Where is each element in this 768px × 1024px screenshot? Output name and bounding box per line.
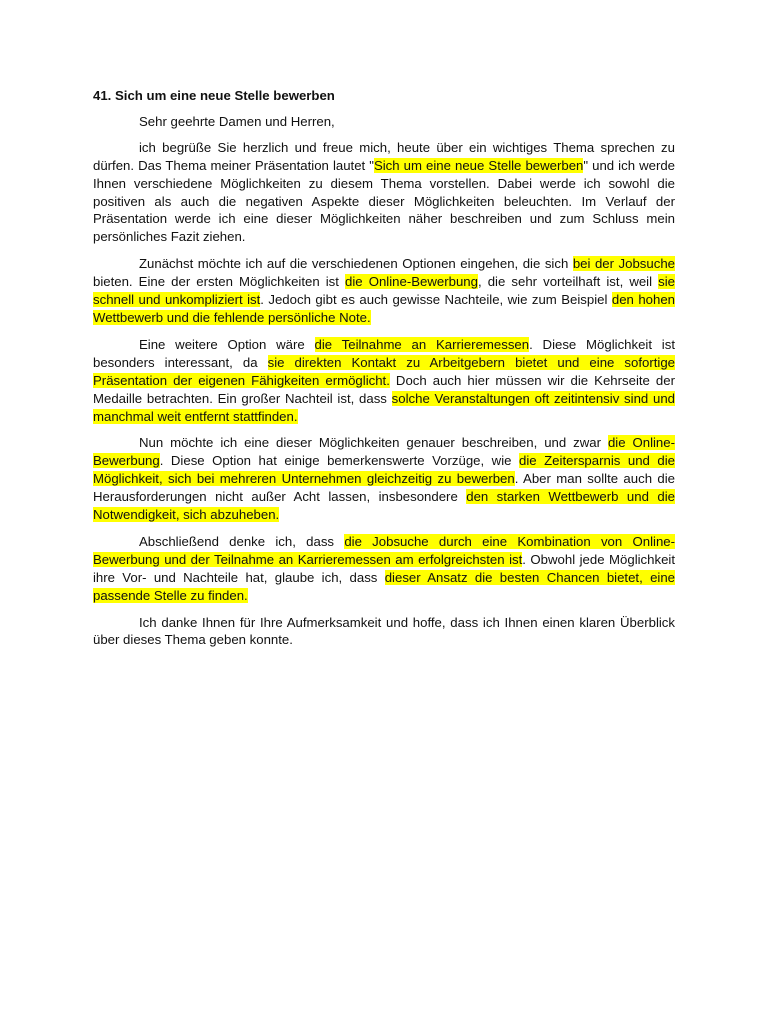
text-segment: bieten. Eine der ersten Möglichkeiten ist	[93, 274, 346, 290]
text-segment: , die sehr vorteilhaft ist, weil	[477, 274, 659, 290]
paragraph	[93, 336, 675, 426]
text-segment: " und ich werde Ihnen verschiedene Möglichkeiten zu diesem Thema vorstellen. Dabei werde ich sowohl die positiven als auch die negativen Aspekte dieser Möglichkeiten beleuchten. Im Verlauf der Präsentation werde ich eine dieser Möglichkeiten näher beschreiben und zum Schluss mein persönliches Fazit ziehen.	[93, 157, 675, 245]
paragraph	[93, 255, 675, 327]
text-segment: . Aber man sollte auch die Herausforderungen nicht außer Acht lassen, insbesondere	[93, 471, 675, 505]
document-title: 41. Sich um eine neue Stelle bewerben	[93, 88, 335, 103]
text-segment: . Diese Option hat einige bemerkenswerte Vorzüge, wie	[159, 453, 519, 469]
highlighted-text: die Zeitersparnis und die Möglichkeit, sich bei mehreren Unternehmen gleichzeitig zu bewerben	[93, 453, 675, 487]
text-segment: Nun möchte ich eine dieser Möglichkeiten genauer beschreiben, und zwar	[139, 435, 608, 451]
highlighted-text: den starken Wettbewerb und die Notwendigkeit, sich abzuheben.	[93, 489, 675, 523]
salutation: Sehr geehrte Damen und Herren,	[139, 113, 335, 129]
highlighted-text: die Teilnahme an Karrieremessen	[314, 336, 530, 352]
highlighted-text: die Online-Bewerbung	[345, 274, 478, 290]
highlighted-text: bei der Jobsuche	[572, 256, 675, 272]
highlighted-text: sie schnell und unkompliziert ist	[93, 274, 675, 308]
text-segment: Doch auch hier müssen wir die Kehrseite der Medaille betrachten. Ein großer Nachteil ist, dass	[93, 372, 675, 406]
paragraph	[93, 139, 675, 246]
paragraph-list	[93, 139, 675, 650]
highlighted-text: den hohen Wettbewerb und die fehlende persönliche Note.	[93, 292, 675, 325]
highlighted-text: Sich um eine neue Stelle bewerben	[373, 157, 584, 173]
text-segment: . Obwohl jede Möglichkeit ihre Vor- und Nachteile hat, glaube ich, dass	[93, 551, 676, 585]
highlighted-text: die Online-Bewerbung	[93, 435, 675, 469]
text-segment: ich begrüße Sie herzlich und freue mich, heute über ein wichtiges Thema sprechen zu dürfen. Das Thema meiner Präsentation lautet "	[93, 139, 675, 173]
text-segment: Ich danke Ihnen für Ihre Aufmerksamkeit und hoffe, dass ich Ihnen einen klaren Überblick über dieses Thema geben konnte.	[93, 614, 675, 648]
text-segment: Abschließend denke ich, dass	[139, 533, 345, 549]
text-segment: Eine weitere Option wäre	[139, 336, 315, 352]
text-segment: . Jedoch gibt es auch gewisse Nachteile, wie zum Beispiel	[260, 292, 612, 308]
text-segment: . Diese Möglichkeit ist besonders interessant, da	[93, 336, 675, 370]
paragraph	[93, 434, 675, 524]
document-body	[93, 87, 675, 658]
paragraph	[93, 533, 675, 605]
highlighted-text: die Jobsuche durch eine Kombination von Online-Bewerbung und der Teilnahme an Karrieremessen am erfolgreichsten ist	[93, 533, 675, 567]
highlighted-text: sie direkten Kontakt zu Arbeitgebern bietet und eine sofortige Präsentation der eigenen Fähigkeiten ermöglicht.	[93, 354, 676, 388]
paragraph	[93, 614, 675, 650]
highlighted-text: dieser Ansatz die besten Chancen bietet, eine passende Stelle zu finden.	[93, 569, 675, 603]
highlighted-text: solche Veranstaltungen oft zeitintensiv sind und manchmal weit entfernt stattfinden.	[93, 390, 675, 424]
text-segment: Zunächst möchte ich auf die verschiedenen Optionen eingehen, die sich	[139, 256, 573, 272]
